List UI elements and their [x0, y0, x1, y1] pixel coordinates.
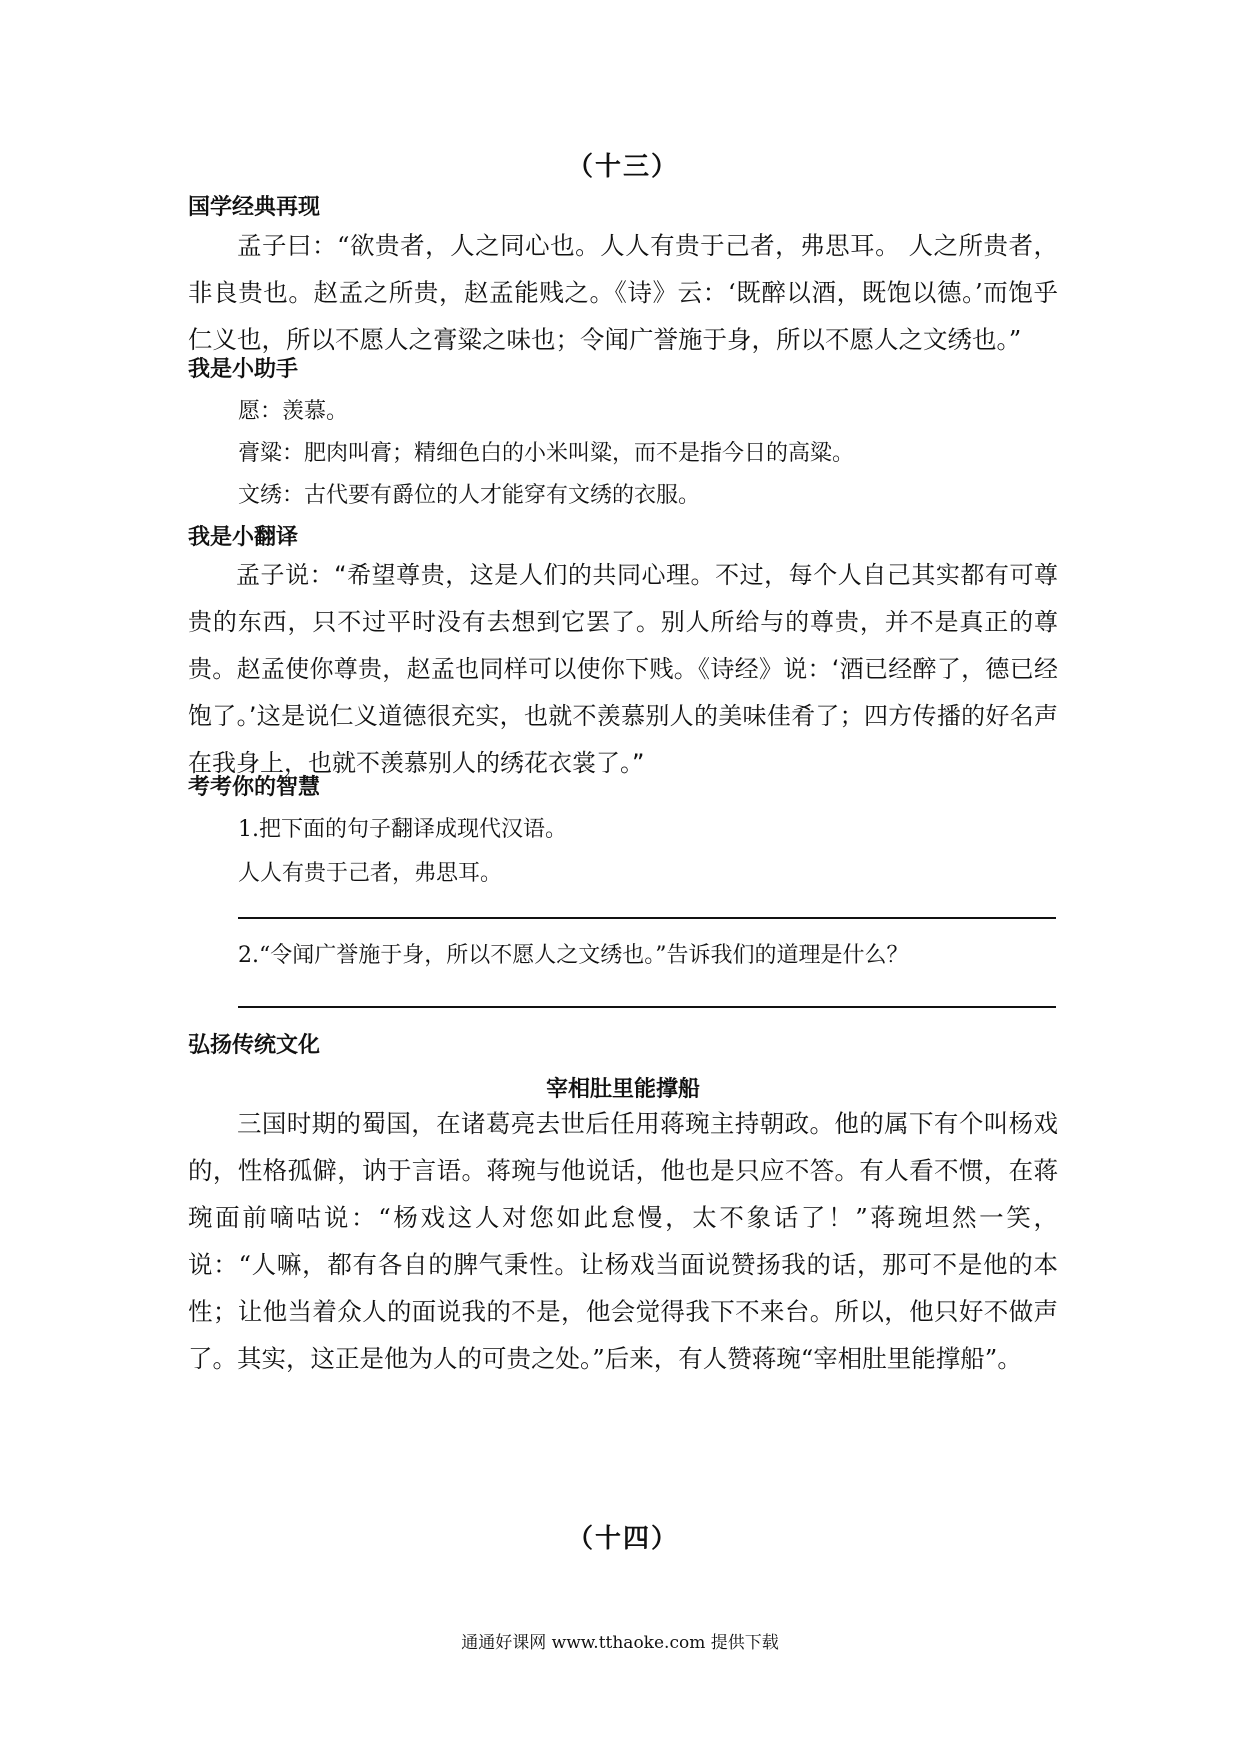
helper-heading: 我是小助手	[188, 357, 299, 382]
helper-item: 愿：羡慕。	[238, 399, 349, 424]
translate-heading: 我是小翻译	[188, 525, 299, 550]
story-title: 宰相肚里能撑船	[545, 1077, 700, 1102]
translate-text: 孟子说：“希望尊贵，这是人们的共同心理。不过，每个人自己其实都有可尊贵的东西，只不过平时没有去想到它罢了。别人所给与的尊贵，并不是真正的尊贵。赵孟使你尊贵，赵孟也同样可以使你下贱。《诗经》说：‘酒已经醉了，德已经饱了。’这是说仁义道德很充实，也就不羡慕别人的美味佳肴了；四方传播的好名声在我身上，也就不羡慕别人的绣花衣裳了。”	[188, 561, 1058, 777]
section-number-13: （十三）	[566, 152, 679, 182]
answer-line-1[interactable]	[238, 917, 1056, 919]
helper-item: 膏粱：肥肉叫膏；精细色白的小米叫粱，而不是指今日的高粱。	[238, 441, 855, 466]
quiz-question-1: 1.把下面的句子翻译成现代汉语。	[238, 817, 567, 842]
story-text: 三国时期的蜀国，在诸葛亮去世后任用蒋琬主持朝政。他的属下有个叫杨戏的，性格孤僻，讷于言语。蒋琬与他说话，他也是只应不答。有人看不惯，在蒋琬面前嘀咕说：“杨戏这人对您如此怠慢，太不象话了！”蒋琬坦然一笑，说：“人嘛，都有各自的脾气秉性。让杨戏当面说赞扬我的话，那可不是他的本性；让他当着众人的面说我的不是，他会觉得我下不来台。所以，他只好不做声了。其实，这正是他为人的可贵之处。”后来，有人赞蒋琬“宰相肚里能撑船”。	[188, 1109, 1058, 1373]
classic-heading: 国学经典再现	[188, 195, 321, 220]
classic-text: 孟子曰：“欲贵者，人之同心也。人人有贵于己者，弗思耳。 人之所贵者，非良贵也。赵孟之所贵，赵孟能贱之。《诗》云：‘既醉以酒，既饱以德。’而饱乎仁义也，所以不愿人之膏粱之味也；令闻广誉施于身，所以不愿人之文绣也。”	[188, 231, 1058, 354]
quiz-question-2: 2.“令闻广誉施于身，所以不愿人之文绣也。”告诉我们的道理是什么？	[238, 943, 909, 968]
quiz-heading: 考考你的智慧	[188, 775, 321, 800]
quiz-sentence-1: 人人有贵于己者，弗思耳。	[238, 861, 503, 886]
answer-line-2[interactable]	[238, 1006, 1056, 1008]
helper-item: 文绣：古代要有爵位的人才能穿有文绣的衣服。	[238, 483, 701, 508]
culture-heading: 弘扬传统文化	[188, 1033, 321, 1058]
section-number-14: （十四）	[566, 1524, 679, 1554]
footer-text: 通通好课网 www.tthaoke.com 提供下载	[461, 1633, 779, 1653]
